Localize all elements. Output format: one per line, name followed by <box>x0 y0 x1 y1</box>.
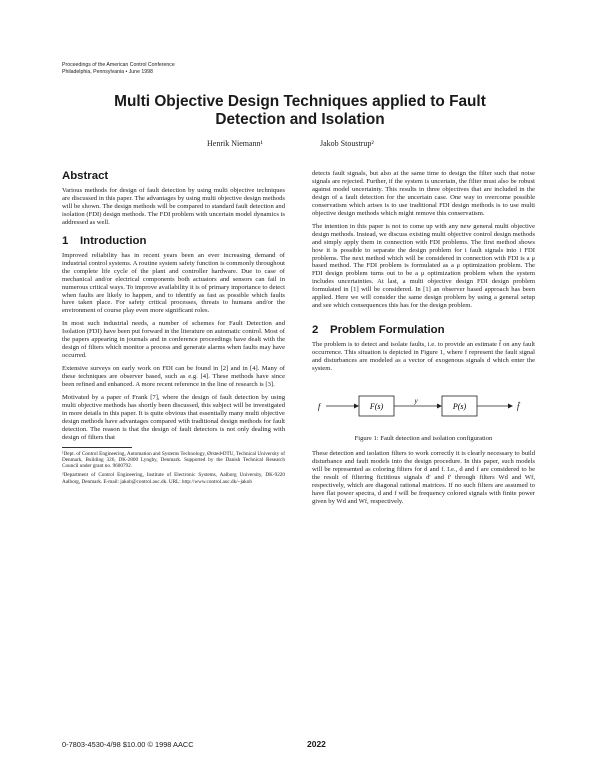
title-line-2: Detection and Isolation <box>215 111 385 128</box>
title-line-1: Multi Objective Design Techniques applied to Fault <box>114 93 486 110</box>
problem-formulation-number: 2 <box>312 324 319 337</box>
abstract-heading: Abstract <box>62 170 109 182</box>
right-paragraph: detects fault signals, but also at the same time to design the filter such that noise signals are rejected. Further, if the system is uncertain, the filter must also be robust against model uncertainty. This results in three objectives that are included in the design of a fault detection for the uncertain case. One way to overcome possible conservatism which arises is to use traditional FDI design methods is to use multi objective design methods which might remove this conservatism. <box>312 170 535 217</box>
intro-paragraph: In most such industrial needs, a number of schemes for Fault Detection and Isolation (FDI) have been put forward in the literature on automatic control. Most of the papers appearing in journals and in conference proceedings have dealt with the design of filters which monitor a process and generate alarms when faults may have occurred. <box>62 320 285 360</box>
footnote-divider <box>62 447 132 448</box>
block-p-label: P(s) <box>452 402 467 412</box>
figure-1-caption: Figure 1: Fault detection and isolation configuration <box>354 435 493 443</box>
block-f-label: F(s) <box>369 402 384 412</box>
proceedings-line-1: Proceedings of the American Control Conference <box>62 62 175 68</box>
abstract-text: Various methods for design of fault detection by using multi objective techniques are discussed in this paper. The advantages by using multi objective design methods will be shown. The design methods will be compared to standard fault detection and isolation (FDI) design methods. The FDI problem with uncertain model dynamics is addressed as well. <box>62 187 285 226</box>
problem-paragraph: The problem is to detect and isolate faults, i.e. to provide an estimate f̂ on any fault occurrence. This situation is depicted in Figure 1, where f represent the fault signal and disturbances are modeled as a vector of exogenous signals d which enter the system. <box>312 341 535 373</box>
figure-1 <box>312 381 535 431</box>
proceedings-header <box>62 62 175 75</box>
introduction-number: 1 <box>62 234 69 247</box>
footnote-1: ¹Dept. of Control Engineering, Automation and Systems Technology, Ørsted•DTU, Technical University of Denmark, Building 326, DK-2800 Lyngby, Denmark. Supported by the Danish Technical Research Council under grant no. 9600792. <box>62 450 285 470</box>
left-column <box>62 170 285 488</box>
problem-paragraph: These detection and isolation filters to work correctly it is clearly necessary to build disturbance and fault models into the design procedure. In this paper, such models will be represented as coloring filters for d and f. I.e., d and f are considered to be the result of filtering fictitious signals d' and f' through filters Wd and Wf, respectively, which are diagonal rational matrices. If no such filters are assumed to have flat power spectra, d and f will be frequency colored signals with finite power given by Wd and Wf, respectively. <box>312 450 535 505</box>
intro-paragraph: Improved reliability has in recent years been an ever increasing demand of industrial control systems. A routine system safety function is commonly throughout the complete life cycle of the plant and controller hardware. Due to case of mechanical and/or electrical components both actuators and sensors can fail in numerous critical ways. To improve availability it is of primary importance to detect when faults are likely to happen, and to identify as fast as possible which faults have taken place. For safety critical processes, threats to humans and/or the environment of course play even more significant roles. <box>62 251 285 315</box>
problem-formulation-title: Problem Formulation <box>330 324 445 337</box>
arrowhead-signal <box>437 404 442 409</box>
paper-title <box>60 93 540 129</box>
proceedings-line-2: Philadelphia, Pennsylvania • June 1998 <box>62 68 153 75</box>
fdi-block-diagram <box>312 381 535 431</box>
page-number: 2022 <box>307 739 326 749</box>
introduction-title: Introduction <box>80 234 147 247</box>
author-1: Henrik Niemann¹ <box>207 139 263 148</box>
intro-paragraph: Extensive surveys on early work on FDI can be found in [2] and in [4]. Many of these techniques are observer based, such as e.g. [4]. These methods have since been refined and enhanced. A more recent reference in the line of research is [3]. <box>62 365 285 389</box>
isbn-line: 0-7803-4530-4/98 $10.00 © 1998 AACC <box>62 740 194 749</box>
problem-formulation-heading <box>312 324 535 336</box>
author-2: Jakob Stoustrup² <box>320 139 374 148</box>
intro-paragraph: Motivated by a paper of Frank [7], where the design of fault detection by using multi objective methods has shortly been discussed, this subject will be investigated in more details in this paper. It is quite obvious that essentially many multi objective design methods have advantages compared with traditional design methods for fault detection. The reason is that the design of fault detectors is not only dealing with design of filters that <box>62 394 285 441</box>
figure-input-label: f <box>318 402 321 412</box>
arrowhead-input <box>354 404 359 409</box>
introduction-heading <box>62 235 285 247</box>
right-paragraph: The intention in this paper is not to come up with any new general multi objective design methods. Instead, we discuss existing multi objective control design methods and simply apply them in connection with FDI problems. The first method shows how it is possible to separate the design problem for i fault signals into i FDI problems. The next method which will be considered in connection with FDI is a μ based method. The FDI problem is formulated as a μ optimization problem. The FDI design problem turns out to be a μ optimization problem when the system includes uncertainties. At last, a multi objective design FDI design problem formulated in [1] will be considered. In [1] an observer based approach has been applied. Here we will consider the same design problem by using a general setup and see which consequences this has for the design problem. <box>312 222 535 310</box>
signal-label: y <box>414 397 418 406</box>
arrowhead-output <box>508 404 513 409</box>
figure-output-label: f̂ <box>517 402 520 412</box>
footnote-2: ²Department of Control Engineering, Institute of Electronic Systems, Aalborg University, DK-9220 Aalborg, Denmark. E-mail: jakob@control.auc.dk. URL: http://www.control.auc.dk/~jakob <box>62 472 285 485</box>
right-column <box>312 170 535 511</box>
